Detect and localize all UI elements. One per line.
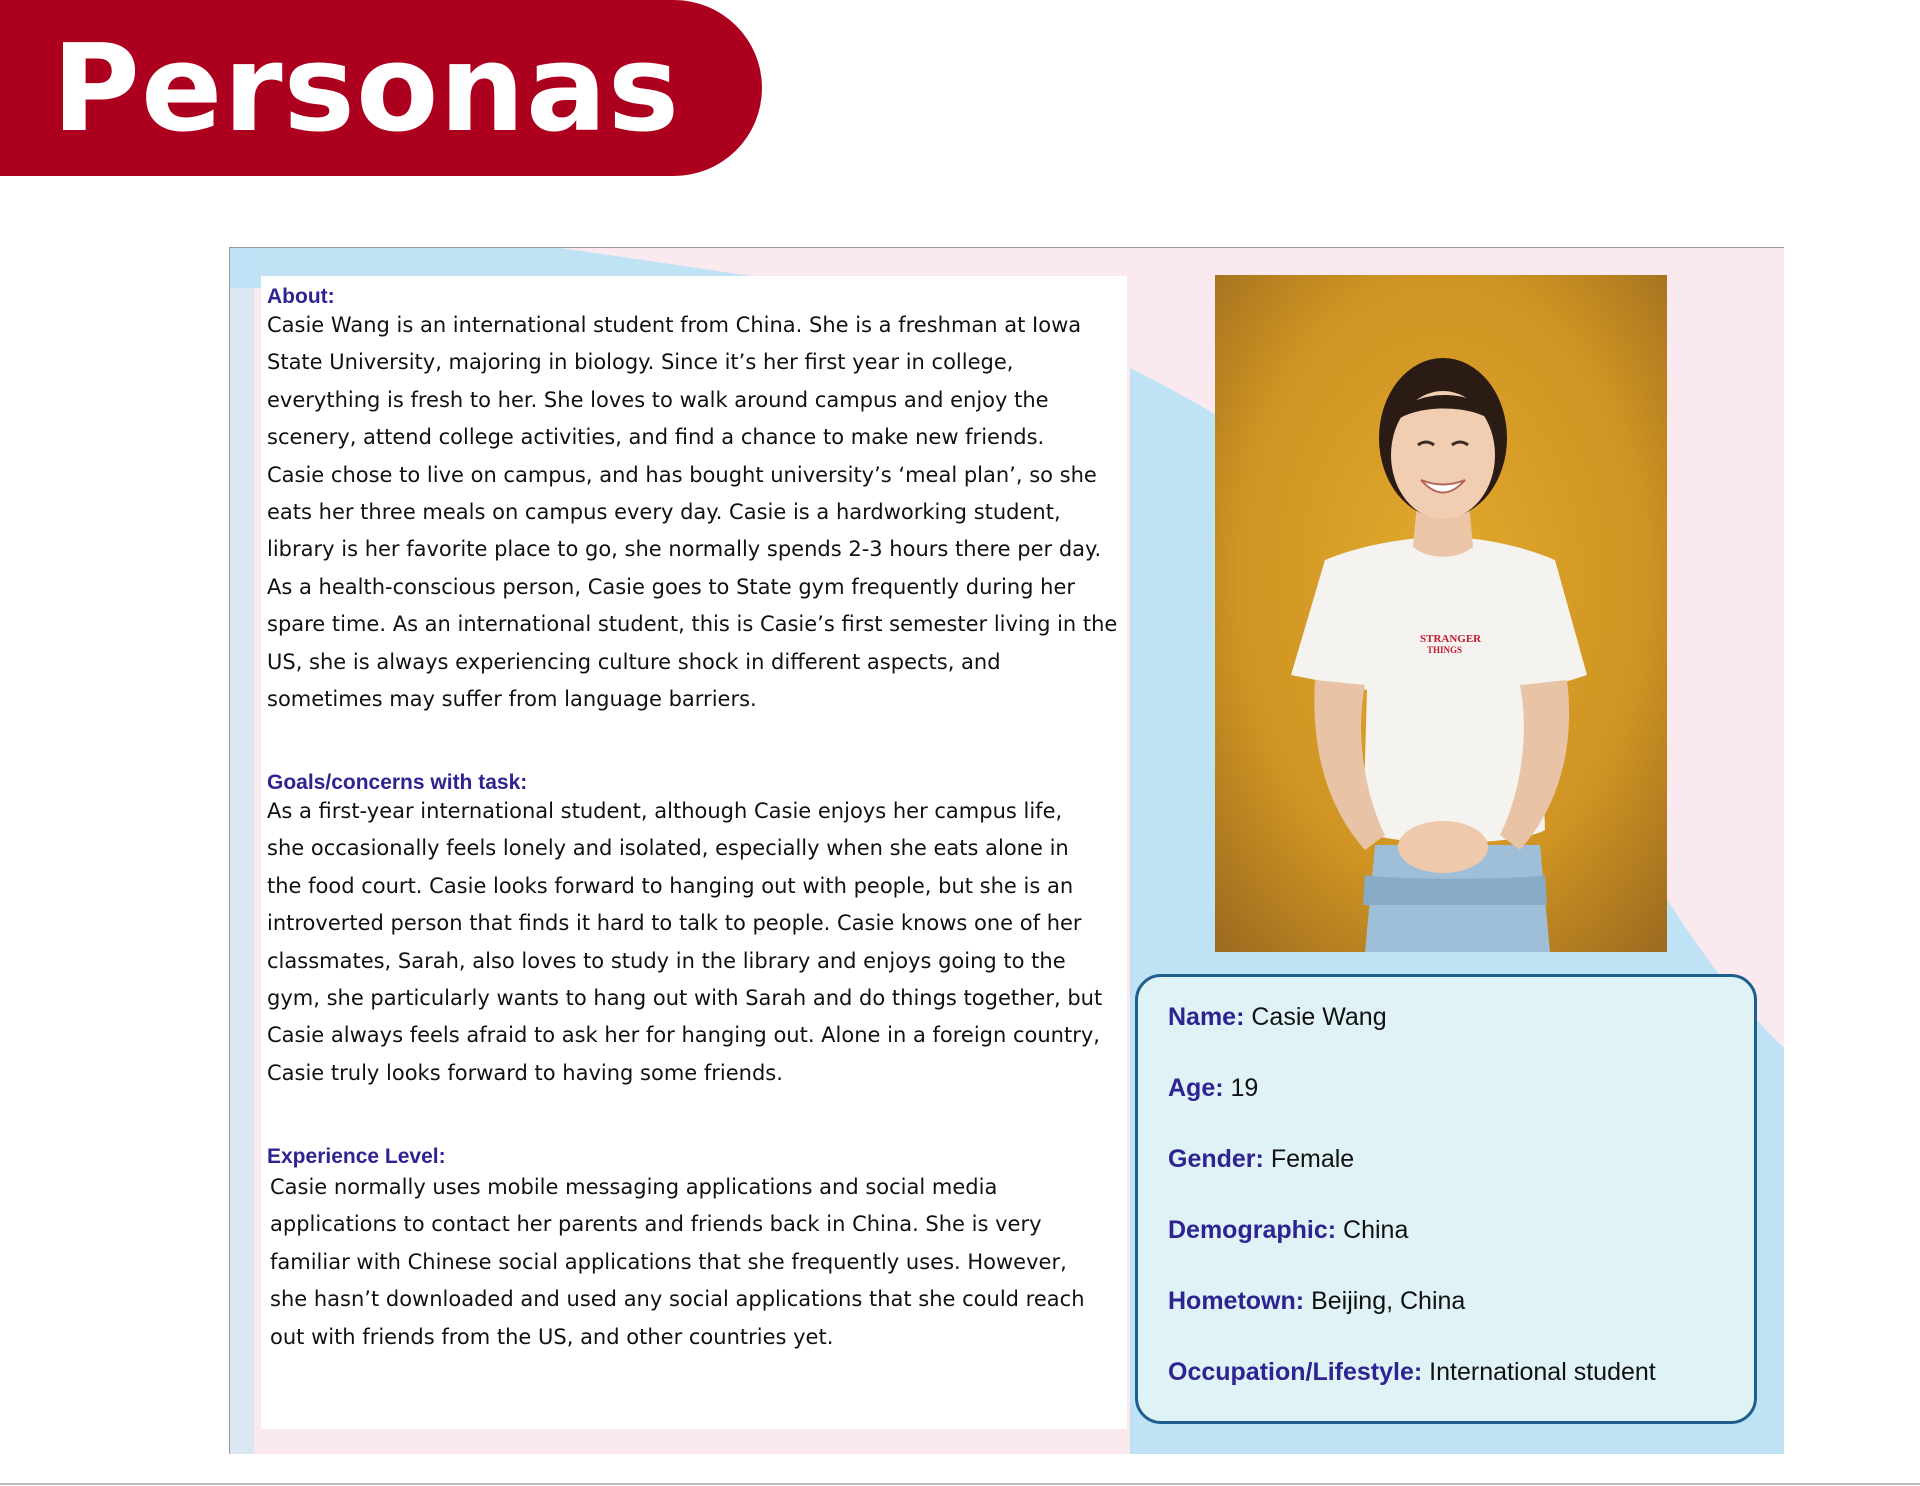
profile-name-value: Casie Wang (1251, 1003, 1387, 1031)
profile-age-label: Age: (1168, 1074, 1224, 1102)
persona-photo (1215, 275, 1667, 952)
card-blue-wave-left (230, 248, 254, 1454)
profile-demographic-row (1168, 1214, 1408, 1246)
clasped-hands-shape (1398, 821, 1488, 873)
profile-occupation-row (1168, 1356, 1656, 1388)
persona-card (229, 247, 1784, 1454)
profile-occupation-label: Occupation/Lifestyle: (1168, 1358, 1423, 1386)
profile-age-value: 19 (1230, 1074, 1259, 1102)
profile-hometown-label: Hometown: (1168, 1287, 1305, 1315)
bottom-divider (0, 1483, 1920, 1485)
jeans-shade-shape (1363, 875, 1547, 905)
experience-heading: Experience Level: (267, 1145, 446, 1168)
profile-hometown-value: Beijing, China (1311, 1287, 1466, 1315)
shirt-logo-line1: STRANGER (1420, 633, 1482, 645)
goals-text: As a first-year international student, although Casie enjoys her campus life, she occasionally feels lonely and isolated, especially when she eats alone in the food court. Casie looks forward to hanging out with people, but she is an introverted person that finds it hard to talk to people. Casie knows one of her classmates, Sarah, also loves to study in the library and enjoys going to the gym, she particularly wants to hang out with Sarah and do things together, but Casie always feels afraid to ask her for hanging out. Alone in a foreign country, Casie truly looks forward to having some friends. (267, 799, 1103, 1085)
profile-name-label: Name: (1168, 1003, 1245, 1031)
profile-gender-row (1168, 1143, 1354, 1175)
profile-gender-label: Gender: (1168, 1145, 1264, 1173)
persona-description-panel (261, 276, 1127, 1429)
profile-hometown-row (1168, 1285, 1465, 1317)
about-heading: About: (267, 285, 335, 308)
persona-profile-box (1135, 974, 1757, 1424)
profile-occupation-value: International student (1429, 1358, 1656, 1386)
about-text: Casie Wang is an international student from China. She is a freshman at Iowa State University, majoring in biology. Since it’s her first year in college, everything is fresh to her. She loves to walk around campus and enjoy the scenery, attend college activities, and find a chance to make new friends. Casie chose to live on campus, and has bought university’s ‘meal plan’, so she eats her three meals on campus every day. Casie is a hardworking student, library is her favorite place to go, she normally spends 2-3 hours there per day. As a health-conscious person, Casie goes to State gym frequently during her spare time. As an international student, this is Casie’s first semester living in the US, she is always experiencing culture shock in different aspects, and sometimes may suffer from language barriers. (267, 313, 1118, 712)
profile-name-row (1168, 1001, 1387, 1033)
title-banner (0, 0, 762, 176)
shirt-logo-line2: THINGS (1427, 645, 1463, 655)
profile-gender-value: Female (1270, 1145, 1355, 1173)
experience-text: Casie normally uses mobile messaging applications and social media applications to contact her parents and friends back in China. She is very familiar with Chinese social applications that she frequently uses. However, she hasn’t downloaded and used any social applications that she could reach out with friends from the US, and other countries yet. (270, 1175, 1085, 1349)
profile-age-row (1168, 1072, 1258, 1104)
page-title: Personas (52, 20, 681, 159)
persona-portrait-image (1215, 275, 1667, 952)
profile-demographic-label: Demographic: (1168, 1216, 1337, 1244)
profile-demographic-value: China (1343, 1216, 1409, 1244)
goals-heading: Goals/concerns with task: (267, 771, 528, 794)
